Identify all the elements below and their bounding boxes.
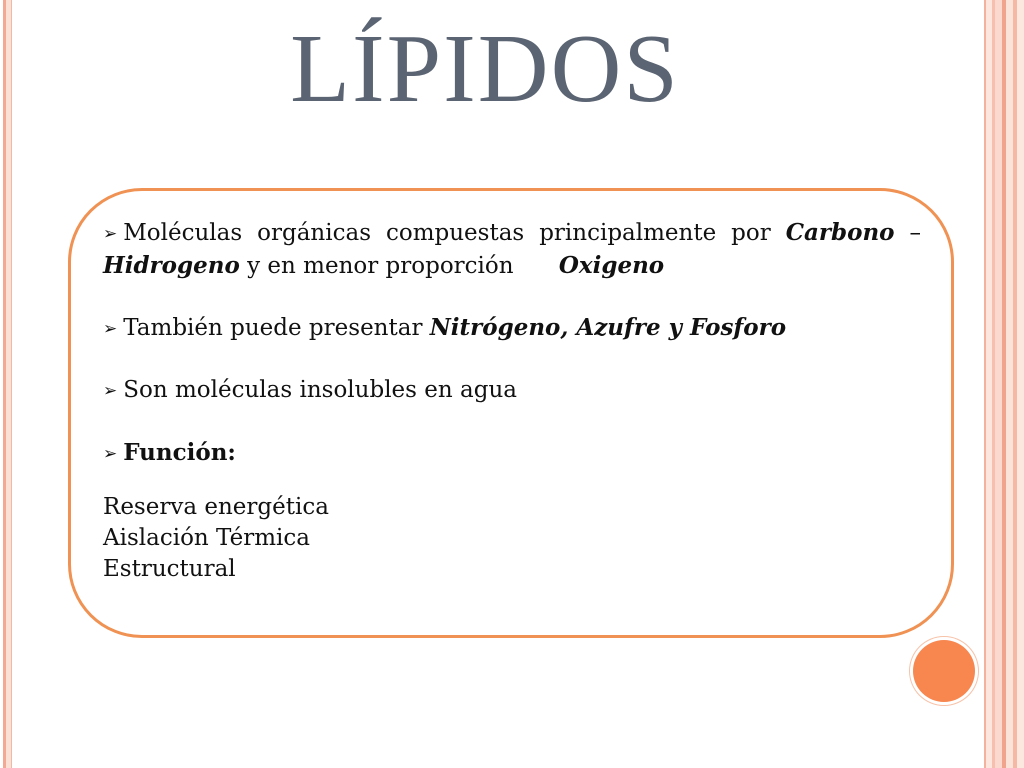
other-elements-text: También puede presentar	[123, 315, 430, 341]
carbono-term: Carbono	[785, 219, 895, 246]
slide-title: LÍPIDOS	[290, 15, 680, 123]
function-item: Estructural	[103, 556, 236, 582]
function-item: Aislación Térmica	[103, 525, 310, 551]
bullet-function	[103, 437, 921, 470]
function-list	[103, 492, 921, 585]
function-label: Función:	[123, 439, 236, 466]
content-box	[68, 188, 954, 638]
function-item: Reserva energética	[103, 494, 329, 520]
arrow-bullet-icon: ➢	[103, 224, 118, 244]
bullet-composition	[103, 217, 921, 282]
decorative-circle	[913, 640, 975, 702]
hidrogeno-term: Hidrogeno	[103, 252, 240, 279]
bullet-insoluble	[103, 375, 921, 407]
other-elements-terms: Nitrógeno, Azufre y Fosforo	[429, 314, 787, 341]
insoluble-text: Son moléculas insolubles en agua	[123, 377, 517, 403]
arrow-bullet-icon: ➢	[103, 319, 118, 339]
bullet-other-elements	[103, 312, 921, 345]
arrow-bullet-icon: ➢	[103, 444, 118, 464]
dash-separator: –	[894, 220, 921, 246]
arrow-bullet-icon: ➢	[103, 381, 118, 401]
right-decorative-stripes	[980, 0, 1024, 768]
composition-text: Moléculas orgánicas compuestas principalmente por	[123, 220, 786, 246]
proportion-text: y en menor proporción	[239, 253, 521, 279]
oxigeno-term: Oxigeno	[558, 252, 665, 279]
